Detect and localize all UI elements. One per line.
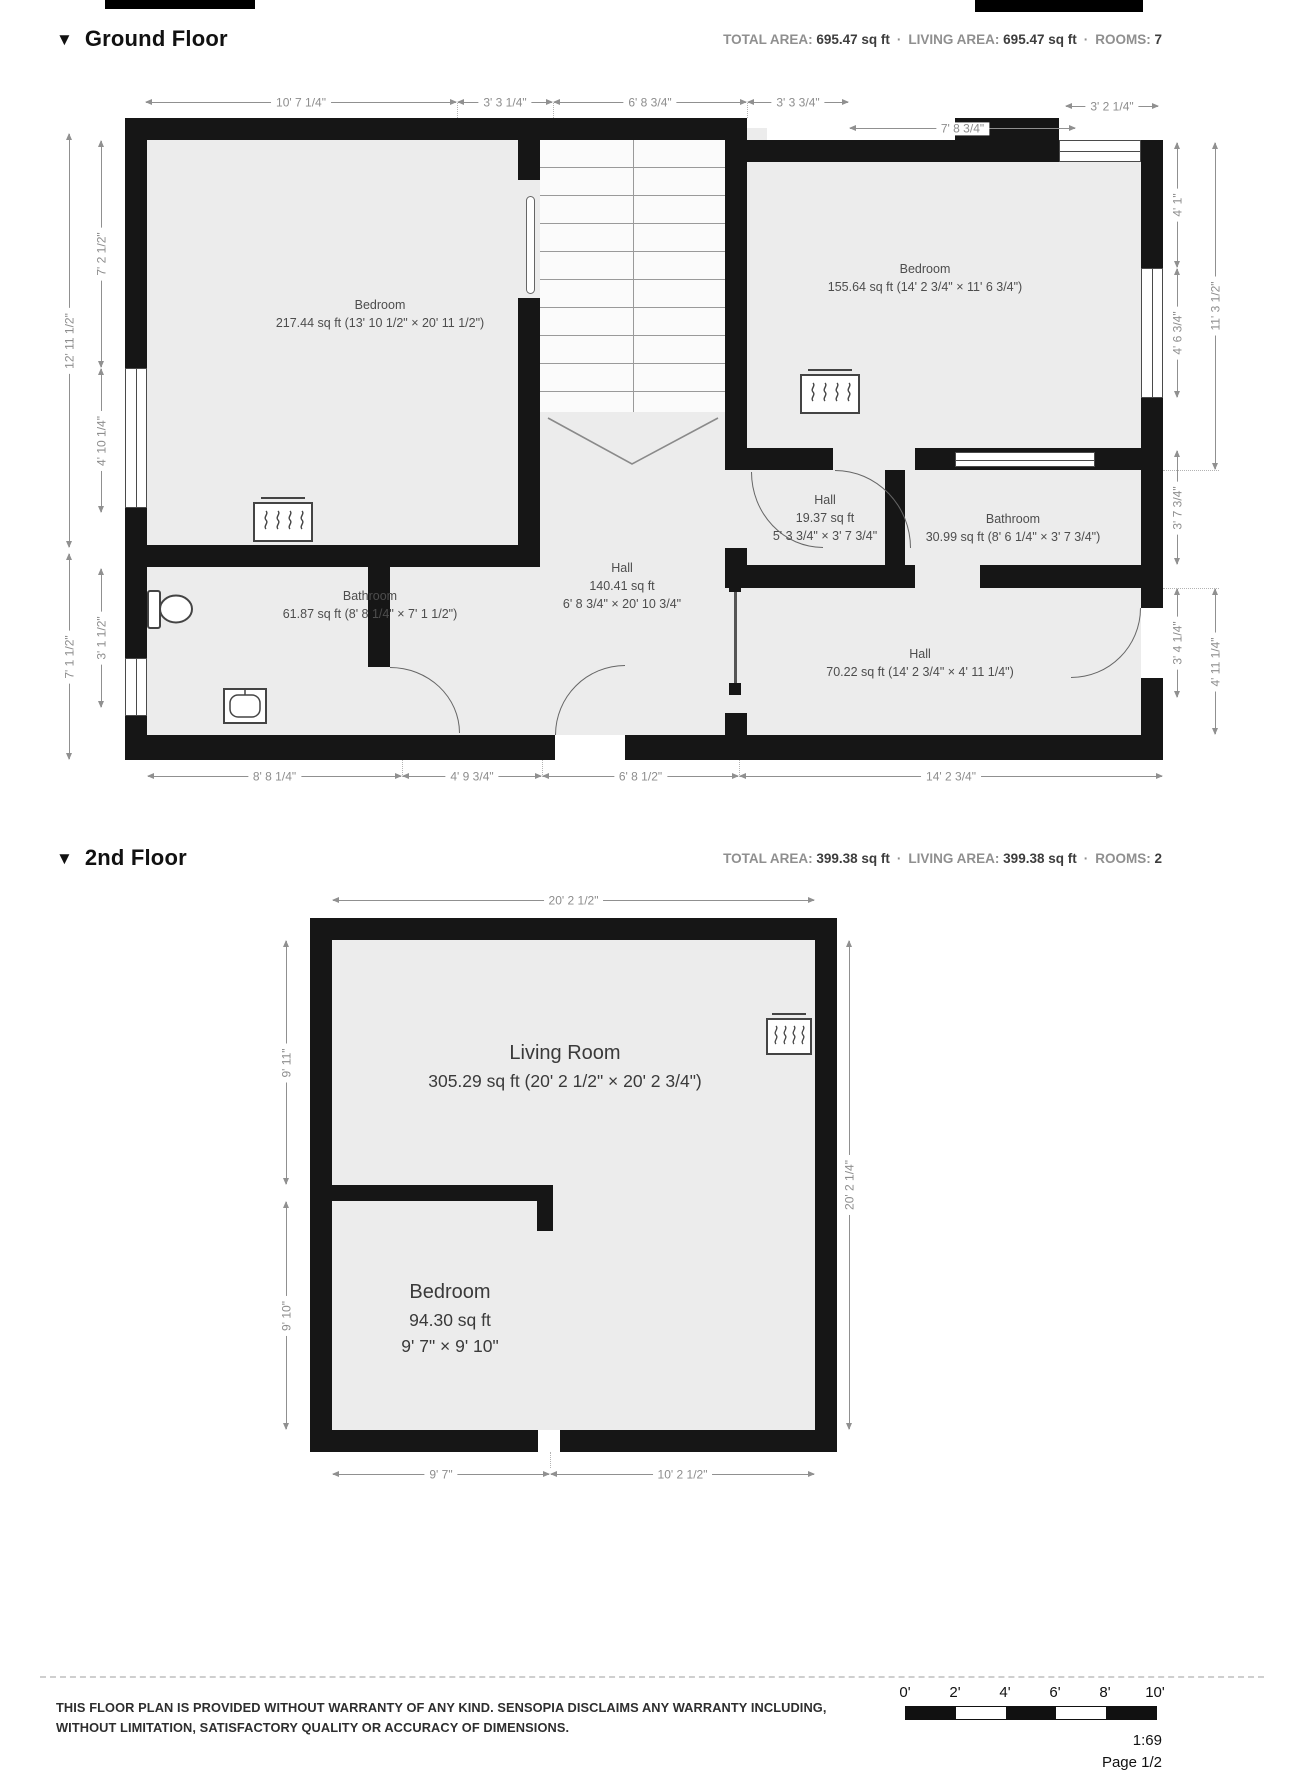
second-floor-header [56,845,1162,871]
room-label-bedroom-right: Bedroom 155.64 sq ft (14' 2 3/4" × 11' 6 3/4") [827,261,1023,294]
dimension: 4' 11 1/4" [1209,588,1223,735]
stat-living-area: · LIVING AREA: 399.38 sq ft [890,851,1077,866]
dimension: 3' 1 1/2" [95,568,109,708]
scale-tick-label: 8' [1099,1684,1111,1701]
floor-title-text: 2nd Floor [84,845,187,870]
door-opening [1141,608,1163,678]
dimension: 9' 10" [280,1201,294,1430]
stat-total-area: TOTAL AREA: 695.47 sq ft [723,31,890,47]
dimension: 11' 3 1/2" [1209,142,1223,470]
room-label-bedroom: Bedroom 94.30 sq ft 9' 7" × 9' 10" [401,1280,499,1356]
stairs [540,140,725,412]
dimension: 3' 7 3/4" [1171,450,1185,565]
door-jamb [729,580,741,592]
scale-segment [1106,1707,1156,1719]
stat-rooms: · ROOMS: 7 [1077,32,1162,47]
room-label-bathroom-left: Bathroom 61.87 sq ft (8' 8 1/4" × 7' 1 1/2") [282,588,458,621]
scan-artifact-bar [105,0,255,9]
dimension: 12' 11 1/2" [63,133,77,548]
dimension: 14' 2 3/4" [739,770,1163,784]
wall [125,735,1163,760]
scale-tick-label: 0' [899,1684,911,1701]
scale-segment [906,1707,956,1719]
dimension: 7' 8 3/4" [849,122,1076,136]
window [1059,140,1141,162]
scale-bar [899,1684,1165,1724]
ground-floor-header [56,26,1162,52]
ground-floor-plan [62,95,1223,784]
scale-segment [956,1707,1006,1719]
dimension: 3' 4 1/4" [1171,588,1185,698]
room-label-hall-lower: Hall 70.22 sq ft (14' 2 3/4" × 4' 11 1/4") [826,646,1014,679]
wall [125,545,540,567]
scale-ratio: 1:69 [1132,1732,1162,1749]
collapse-icon: ▼ [56,29,73,49]
dimension: 10' 2 1/2" [550,1468,815,1482]
wall [310,918,837,940]
stat-rooms: · ROOMS: 2 [1077,851,1162,866]
wall [310,1430,837,1452]
window [955,452,1095,467]
ground-floor-title[interactable] [56,26,228,52]
wall [815,918,837,1452]
second-floor-stats [723,851,1162,866]
second-floor-plan [279,893,857,1482]
room-label-hall-small: Hall 19.37 sq ft 5' 3 3/4" × 3' 7 3/4" [772,492,878,544]
disclaimer-text: THIS FLOOR PLAN IS PROVIDED WITHOUT WARRANTY OF ANY KIND. SENSOPIA DISCLAIMS ANY WARRANTY INCLUDING, WITHOUT LIMITATION, SATISFACTORY QUALITY OR ACCURACY OF DIMENSIONS. [56,1700,827,1735]
scale-tick-label: 4' [999,1684,1011,1701]
wall [125,118,747,140]
floor-title-text: Ground Floor [84,26,228,51]
radiator-icon [800,368,860,414]
dimension: 6' 8 3/4" [553,96,747,110]
stat-total-area: TOTAL AREA: 399.38 sq ft [723,850,890,866]
ground-floor-stats [723,32,1162,47]
window [1141,268,1163,398]
page-number: Page 1/2 [1101,1753,1162,1771]
dimension: 3' 3 1/4" [457,96,553,110]
window [125,368,147,508]
wall [747,565,915,588]
scale-segment [1056,1707,1106,1719]
page-info [1102,1730,1162,1774]
dimension: 20' 2 1/2" [332,894,815,908]
extension-line [402,760,403,777]
extension-line [739,760,740,777]
dimension: 9' 11" [280,940,294,1185]
dimension: 4' 9 3/4" [402,770,542,784]
door-opening [538,1430,560,1452]
dimension: 6' 8 1/2" [542,770,739,784]
window [125,658,147,716]
scale-segment [1006,1707,1056,1719]
door-opening [555,735,625,760]
dimension: 9' 7" [332,1468,550,1482]
door-leaf [734,590,737,685]
scale-tick-label: 2' [949,1684,961,1701]
scale-tick-label: 6' [1049,1684,1061,1701]
wall [537,1201,553,1231]
sink-icon [223,688,267,724]
radiator-icon [766,1012,812,1056]
extension-line [553,103,554,118]
room-label-bathroom-right: Bathroom 30.99 sq ft (8' 6 1/4" × 3' 7 3/4") [925,511,1101,544]
extension-line [1163,588,1219,589]
dimension: 7' 1 1/2" [63,553,77,760]
wall [980,565,1141,588]
dimension: 20' 2 1/4" [843,940,857,1430]
stat-living-area: · LIVING AREA: 695.47 sq ft [890,32,1077,47]
room-label-bedroom-left: Bedroom 217.44 sq ft (13' 10 1/2" × 20' 11 1/2") [275,297,485,330]
dimension: 4' 6 3/4" [1171,268,1185,398]
scale-bar-segments [905,1706,1157,1720]
toilet-icon [147,586,195,632]
door-leaf [526,196,535,294]
wall [518,298,540,545]
dimension: 4' 10 1/4" [95,368,109,513]
wall [310,1185,553,1201]
door-jamb [729,683,741,695]
footer-separator [40,1676,1264,1678]
dimension: 8' 8 1/4" [147,770,402,784]
wall [725,713,747,735]
dimension: 3' 3 3/4" [747,96,849,110]
scan-artifact-bar [975,0,1143,12]
second-floor-title[interactable] [56,845,187,871]
dimension: 10' 7 1/4" [145,96,457,110]
radiator-icon [253,496,313,542]
dimension: 7' 2 1/2" [95,140,109,368]
extension-line [550,1452,551,1468]
wall [518,140,540,180]
stairs-direction-arrow [540,412,725,472]
scale-tick-label: 10' [1145,1684,1165,1701]
dimension: 4' 1" [1171,142,1185,268]
wall [747,448,833,470]
wall [725,140,747,470]
extension-line [542,760,543,777]
extension-line [1163,470,1219,471]
room-label-living-room: Living Room 305.29 sq ft (20' 2 1/2" × 20' 2 3/4") [428,1041,702,1091]
extension-line [457,103,458,118]
room-label-hall-main: Hall 140.41 sq ft 6' 8 3/4" × 20' 10 3/4" [562,560,682,612]
extension-line [747,103,748,118]
dimension: 3' 2 1/4" [1065,100,1159,114]
collapse-icon: ▼ [56,848,73,868]
